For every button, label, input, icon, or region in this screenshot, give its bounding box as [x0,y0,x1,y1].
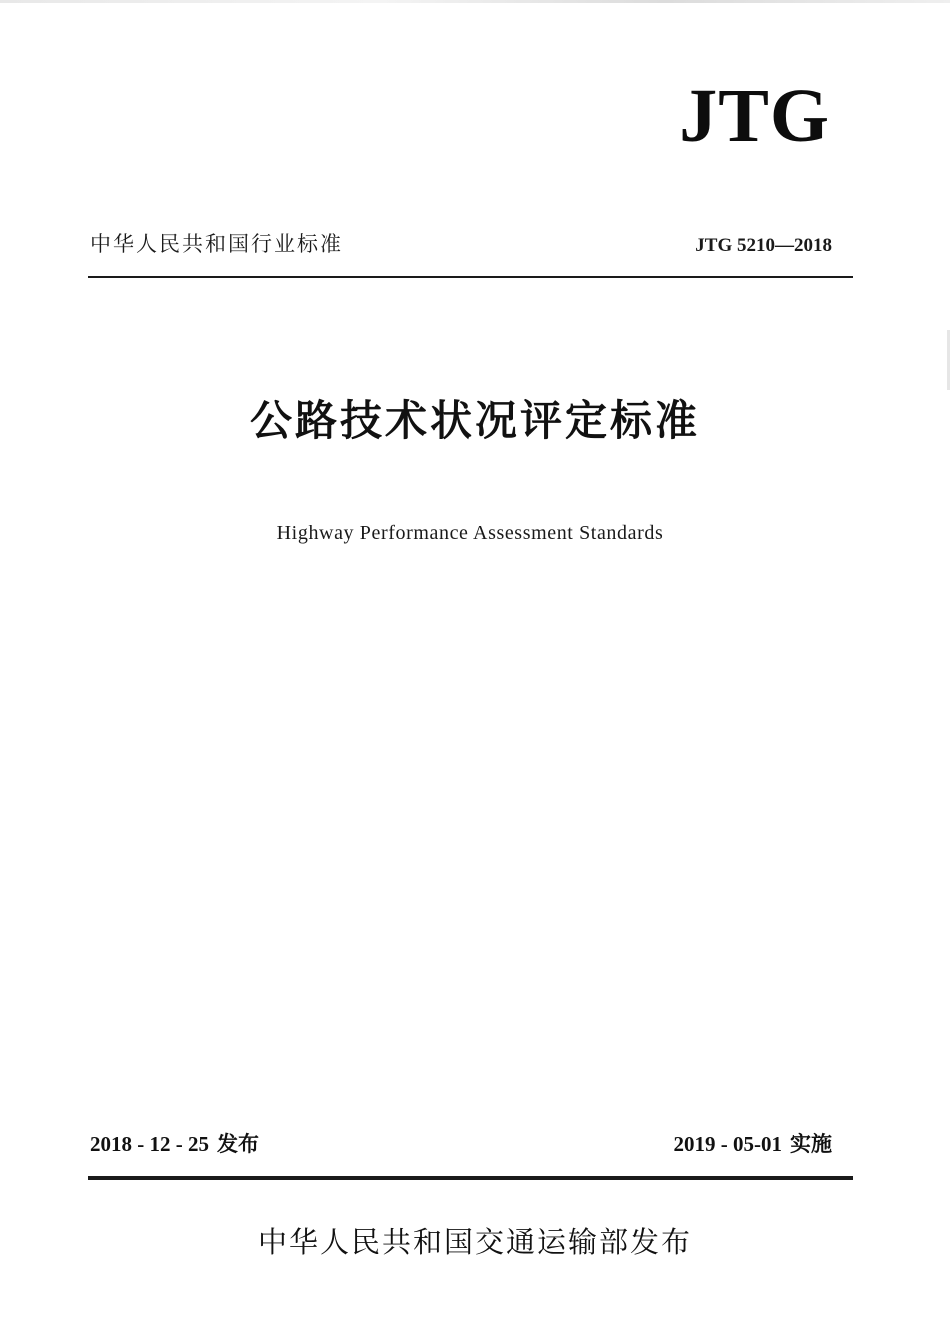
scan-edge [0,0,950,3]
standard-code: JTG 5210—2018 [695,235,832,256]
effective-label: 实施 [790,1132,832,1156]
date-row [90,1128,832,1158]
effective-date: 2019 - 05-01 [673,1132,782,1156]
issued-date-group [90,1128,259,1158]
document-title-english: Highway Performance Assessment Standards [276,522,664,544]
standard-category: 中华人民共和国行业标准 [90,232,343,256]
document-title-chinese: 公路技术状况评定标准 [249,396,700,445]
header-row [90,228,832,258]
jtg-logo: JTG [679,74,830,158]
footer-divider [88,1176,853,1180]
issued-label: 发布 [217,1132,259,1156]
effective-date-group [674,1128,833,1158]
issued-date: 2018 - 12 - 25 [90,1132,209,1156]
header-divider [88,276,853,278]
publisher: 中华人民共和国交通运输部发布 [257,1225,692,1259]
